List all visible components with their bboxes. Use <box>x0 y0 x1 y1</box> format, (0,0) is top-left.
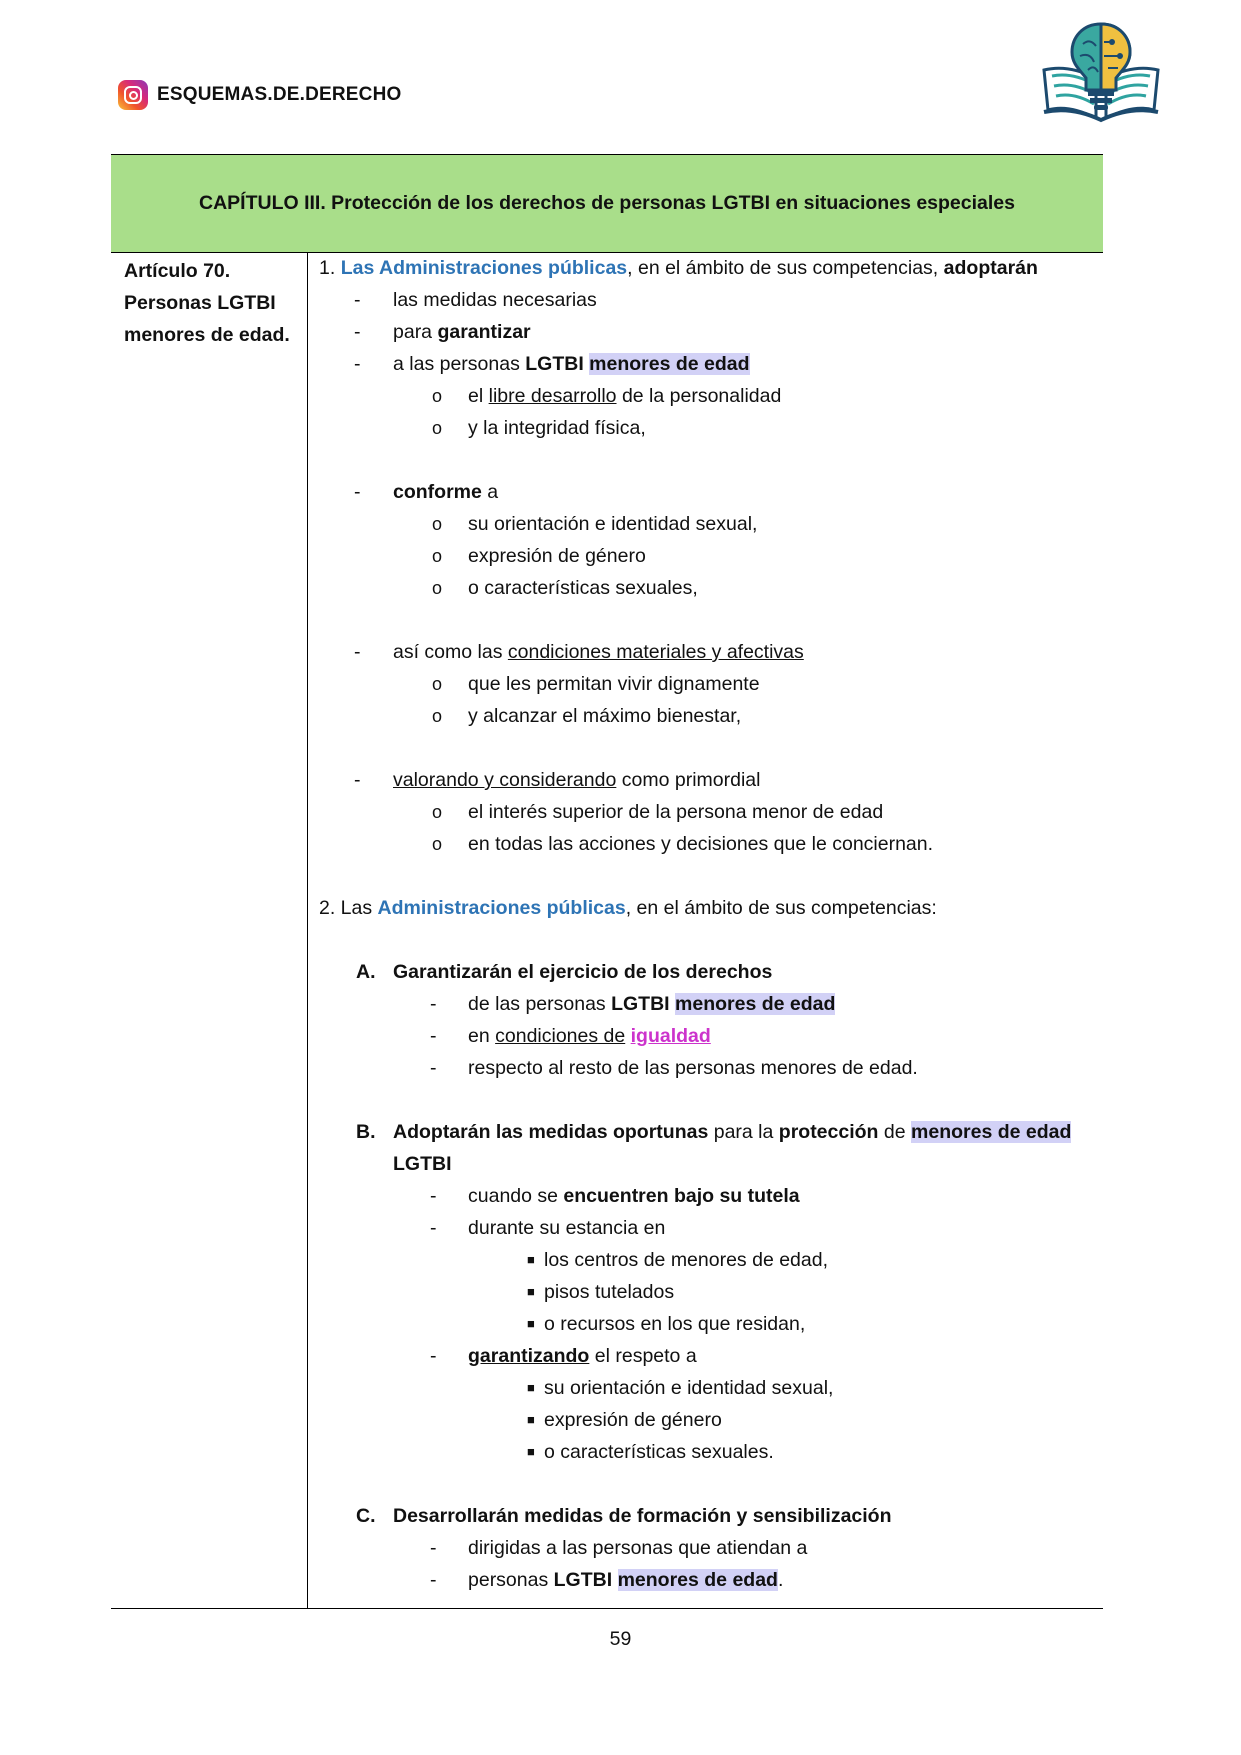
circle-bullet: o <box>432 674 443 694</box>
section-b-heading-cont: LGTBI <box>393 1153 452 1175</box>
article-title-line-1: Personas LGTBI <box>124 292 276 314</box>
square-bullet: ■ <box>527 1444 535 1459</box>
list-item: - para garantizar <box>319 316 1099 348</box>
list-item: - en condiciones de igualdad <box>319 1020 1099 1052</box>
dash-bullet: - <box>354 641 361 663</box>
list-item: - durante su estancia en <box>319 1212 1099 1244</box>
chapter-title: CAPÍTULO III. Protección de los derechos de personas LGTBI en situaciones especiales <box>199 192 1015 214</box>
dash-bullet: - <box>430 1217 437 1239</box>
dash-bullet: - <box>430 1345 437 1367</box>
circle-bullet: o <box>432 802 443 822</box>
list-item: ■ o características sexuales. <box>319 1436 1099 1468</box>
list-item: o en todas las acciones y decisiones que le conciernan. <box>319 828 1099 860</box>
list-item: o el interés superior de la persona menor de edad <box>319 796 1099 828</box>
list-item: o el libre desarrollo de la personalidad <box>319 380 1099 412</box>
list-item: - personas LGTBI menores de edad. <box>319 1564 1099 1596</box>
dash-bullet: - <box>430 1537 437 1559</box>
article-title-line-2: menores de edad. <box>124 324 290 346</box>
square-bullet: ■ <box>527 1380 535 1395</box>
table-bottom-rule <box>111 1608 1103 1609</box>
chapter-header <box>111 155 1103 253</box>
list-item: o y la integridad física, <box>319 412 1099 444</box>
list-item: - cuando se encuentren bajo su tutela <box>319 1180 1099 1212</box>
list-item: ■ o recursos en los que residan, <box>319 1308 1099 1340</box>
dash-bullet: - <box>354 769 361 791</box>
circle-bullet: o <box>432 514 443 534</box>
article-number: Artículo 70. <box>124 260 231 282</box>
list-item: o y alcanzar el máximo bienestar, <box>319 700 1099 732</box>
list-item: - garantizando el respeto a <box>319 1340 1099 1372</box>
lightbulb-brain-book-icon <box>1038 20 1164 128</box>
list-item: o expresión de género <box>319 540 1099 572</box>
article-label <box>124 255 299 351</box>
list-item: o que les permitan vivir dignamente <box>319 668 1099 700</box>
circle-bullet: o <box>432 418 443 438</box>
paragraph-1-lead: 1. Las Administraciones públicas, en el ámbito de sus competencias, adoptarán <box>319 257 1038 279</box>
dash-bullet: - <box>354 321 361 343</box>
dash-bullet: - <box>354 353 361 375</box>
brand-name: ESQUEMAS.DE.DERECHO <box>157 84 402 105</box>
section-b-heading: B. Adoptarán las medidas oportunas para la protección de menores de edad <box>356 1121 1072 1143</box>
list-item: - valorando y considerando como primordial <box>319 764 1099 796</box>
square-bullet: ■ <box>527 1284 535 1299</box>
list-item: ■ su orientación e identidad sexual, <box>319 1372 1099 1404</box>
list-item: - conforme a <box>319 476 1099 508</box>
circle-bullet: o <box>432 578 443 598</box>
dash-bullet: - <box>430 1057 437 1079</box>
list-item: - las medidas necesarias <box>319 284 1099 316</box>
page-number: 59 <box>609 1628 632 1650</box>
column-divider <box>307 252 308 1608</box>
list-item: o su orientación e identidad sexual, <box>319 508 1099 540</box>
paragraph-2-lead: 2. Las Administraciones públicas, en el ámbito de sus competencias: <box>319 897 937 919</box>
dash-bullet: - <box>430 1569 437 1591</box>
list-item: ■ pisos tutelados <box>319 1276 1099 1308</box>
circle-bullet: o <box>432 546 443 566</box>
list-item: - de las personas LGTBI menores de edad <box>319 988 1099 1020</box>
dash-bullet: - <box>430 993 437 1015</box>
list-item: - dirigidas a las personas que atiendan a <box>319 1532 1099 1564</box>
instagram-icon <box>118 80 148 110</box>
list-item: ■ los centros de menores de edad, <box>319 1244 1099 1276</box>
square-bullet: ■ <box>527 1412 535 1427</box>
square-bullet: ■ <box>527 1316 535 1331</box>
section-c-heading: C. Desarrollarán medidas de formación y sensibilización <box>356 1505 892 1527</box>
circle-bullet: o <box>432 834 443 854</box>
dash-bullet: - <box>354 481 361 503</box>
circle-bullet: o <box>432 706 443 726</box>
list-item: - así como las condiciones materiales y afectivas <box>319 636 1099 668</box>
dash-bullet: - <box>354 289 361 311</box>
list-item: o o características sexuales, <box>319 572 1099 604</box>
list-item: ■ expresión de género <box>319 1404 1099 1436</box>
dash-bullet: - <box>430 1185 437 1207</box>
circle-bullet: o <box>432 386 443 406</box>
article-content <box>319 252 1099 1596</box>
section-a-heading: A. Garantizarán el ejercicio de los derechos <box>356 961 773 983</box>
dash-bullet: - <box>430 1025 437 1047</box>
list-item: - a las personas LGTBI menores de edad <box>319 348 1099 380</box>
brand <box>118 80 402 110</box>
square-bullet: ■ <box>527 1252 535 1267</box>
list-item: - respecto al resto de las personas menores de edad. <box>319 1052 1099 1084</box>
